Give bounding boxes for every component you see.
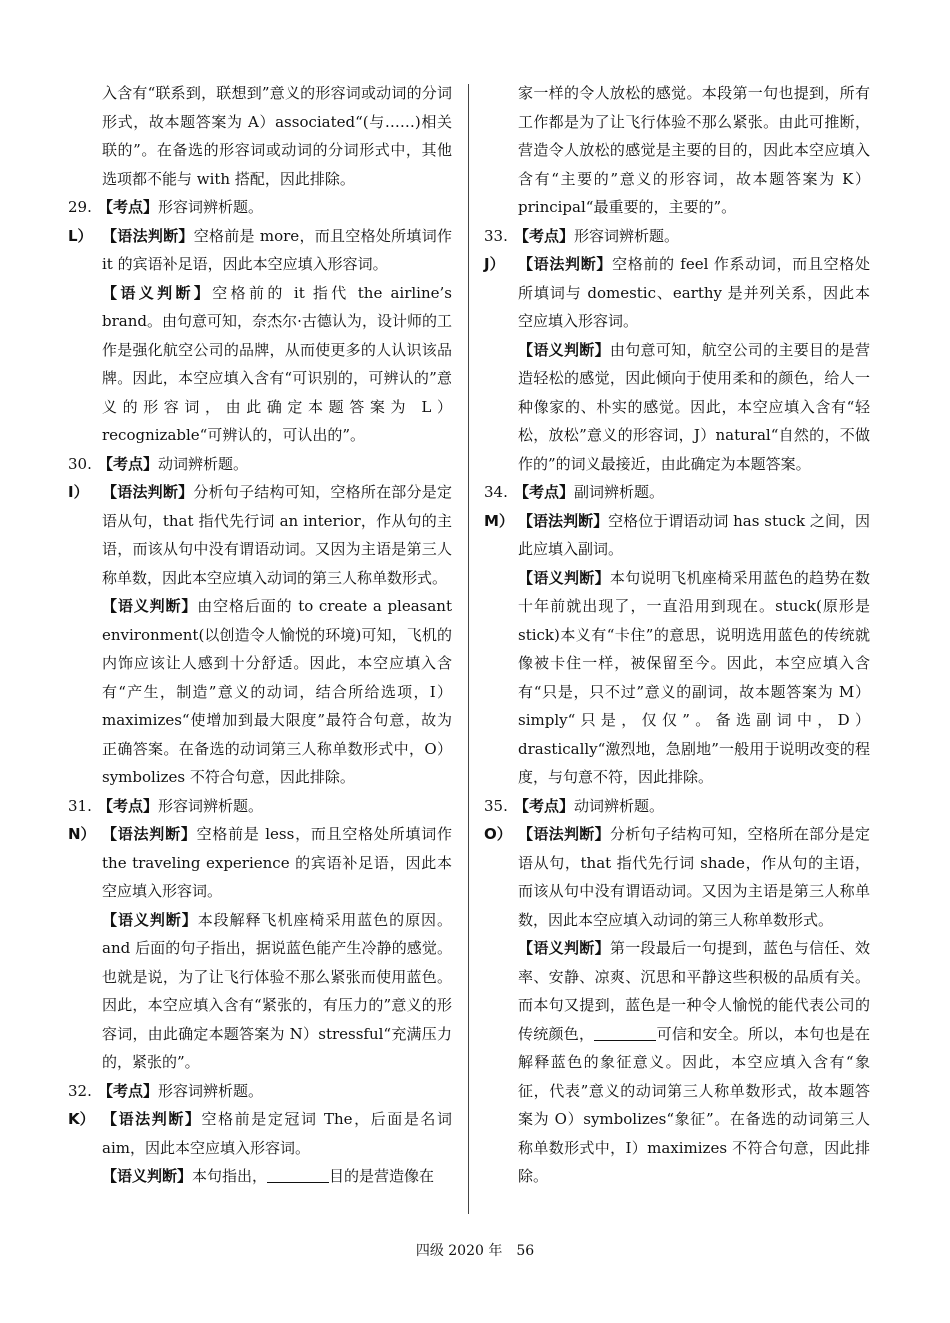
grammar-tag: 【语法判断】 (102, 226, 194, 245)
question-32-heading (68, 1077, 452, 1106)
semantic-text: 空格前的 it 指代 the airline’s brand。由句意可知，奈杰尔·古德认为，设计师的工作是强化航空公司的品牌，从而使更多的人认识该品牌。因此，本空应填入含有“可识别的，可辨认的”意义的形容词，由此确定本题答案为 L）recognizable“可辨认的，可认出的”。 (102, 283, 452, 444)
semantic-tag: 【语义判断】 (102, 283, 213, 302)
answer-34-semantic (484, 564, 870, 792)
answer-35-semantic (484, 934, 870, 1191)
semantic-text: 目的是营造像在 (329, 1167, 435, 1185)
answer-33-grammar (484, 250, 870, 336)
answer-31-grammar (68, 820, 452, 906)
semantic-text: 可信和安全。所以，本句也是在解释蓝色的象征意义。因此，本空应填入含有“象征，代表”意义的动词第三人称单数形式，故本题答案为 O）symbolizes“象征”。在备选的动词第三人称单数形式中，I）maximizes 不符合句意，因此排除。 (518, 1024, 870, 1185)
continuation-text: 家一样的令人放松的感觉。本段第一句也提到，所有工作都是为了让飞行体验不那么紧张。由此可推断，营造令人放松的感觉是主要的目的，因此本空应填入含有“主要的”意义的形容词，故本题答案为 K）principal“最重要的，主要的”。 (518, 84, 870, 216)
fill-blank (594, 1022, 656, 1041)
page-footer: 四级 2020 年 56 (415, 1243, 535, 1259)
column-divider (468, 84, 469, 1214)
question-33-heading (484, 222, 870, 251)
semantic-tag: 【语义判断】 (518, 939, 610, 957)
semantic-tag: 【语义判断】 (518, 340, 610, 359)
question-34-heading (484, 478, 870, 507)
topic-text: 副词辨析题。 (574, 483, 665, 501)
topic-tag: 【考点】 (98, 198, 159, 216)
grammar-tag: 【语法判断】 (102, 825, 197, 843)
question-number: 34. (484, 483, 508, 501)
grammar-text: 空格前的 feel 作系动词，而且空格处所填词与 domestic、earthy 是并列关系，因此本空应填入形容词。 (518, 255, 870, 330)
topic-text: 形容词辨析题。 (158, 796, 264, 815)
answer-30-semantic (68, 592, 452, 792)
grammar-text: 分析句子结构可知，空格所在部分是定语从句，that 指代先行词 an interior，作从句的主语，而该从句中没有谓语动词。又因为主语是第三人称单数，因此本空应填入动词的第三人称单数形式。 (102, 483, 452, 587)
topic-tag: 【考点】 (98, 796, 159, 815)
semantic-tag: 【语义判断】 (102, 1167, 193, 1185)
grammar-tag: 【语法判断】 (102, 483, 194, 501)
topic-text: 动词辨析题。 (574, 796, 665, 815)
question-number: 35. (484, 796, 508, 815)
answer-35-grammar (484, 820, 870, 934)
grammar-text: 空格前是定冠词 The，后面是名词 aim，因此本空应填入形容词。 (102, 1110, 452, 1157)
fill-blank (267, 1164, 329, 1183)
semantic-text: 本句指出， (192, 1167, 268, 1185)
continuation-text: 入含有“联系到，联想到”意义的形容词或动词的分词形式，故本题答案为 A）associated“(与……)相关联的”。在备选的形容词或动词的分词形式中，其他选项都不能与 with 搭配，因此排除。 (102, 84, 452, 188)
answer-letter: M） (484, 511, 514, 530)
semantic-text: 本句说明飞机座椅采用蓝色的趋势在数十年前就出现了，一直沿用到现在。stuck(原形是 stick)本义有“卡住”的意思，说明选用蓝色的传统就像被卡住一样，被保留至今。因此，本空应填入含有“只是，只不过”意义的副词，故本题答案为 M）simply“只是，仅仅”。备选副词中，D）drastically“激烈地，急剧地”一般用于说明改变的程度，与句意不符，因此排除。 (518, 568, 870, 786)
grammar-tag: 【语法判断】 (518, 255, 613, 273)
semantic-tag: 【语义判断】 (102, 597, 198, 615)
grammar-text: 空格位于谓语动词 has stuck 之间，因此应填入副词。 (518, 511, 870, 558)
question-30-heading (68, 450, 452, 479)
answer-letter: I） (68, 483, 89, 501)
answer-letter: L） (68, 226, 93, 245)
semantic-text: 由空格后面的 to create a pleasant environment(以创造令人愉悦的环境)可知，飞机的内饰应该让人感到十分舒适。因此，本空应填入含有“产生，制造”意义的动词，结合所给选项，I）maximizes“使增加到最大限度”最符合句意，故为正确答案。在备选的动词第三人称单数形式中，O）symbolizes 不符合句意，因此排除。 (102, 597, 452, 786)
answer-letter: N） (68, 825, 96, 843)
answer-32-grammar (68, 1105, 452, 1162)
topic-text: 动词辨析题。 (158, 454, 249, 473)
question-29-heading (68, 193, 452, 222)
topic-text: 形容词辨析题。 (158, 1081, 264, 1100)
question-number: 33. (484, 226, 508, 245)
semantic-tag: 【语义判断】 (518, 568, 610, 587)
semantic-tag: 【语义判断】 (102, 910, 198, 929)
grammar-text: 分析句子结构可知，空格所在部分是定语从句，that 指代先行词 shade，作从句的主语，而该从句中没有谓语动词。又因为主语是第三人称单数，因此本空应填入动词的第三人称单数形式。 (518, 825, 870, 929)
semantic-text: 本段解释飞机座椅采用蓝色的原因。and 后面的句子指出，据说蓝色能产生冷静的感觉。也就是说，为了让飞行体验不那么紧张而使用蓝色。因此，本空应填入含有“紧张的，有压力的”意义的形容词，由此确定本题答案为 N）stressful“充满压力的，紧张的”。 (102, 910, 452, 1071)
right-column (484, 79, 870, 1191)
topic-tag: 【考点】 (98, 454, 159, 473)
topic-tag: 【考点】 (514, 226, 575, 245)
answer-32-semantic (68, 1162, 452, 1191)
question-number: 30. (68, 454, 92, 473)
answer-letter: J） (484, 255, 505, 273)
answer-29-semantic (68, 279, 452, 450)
grammar-tag: 【语法判断】 (102, 1110, 202, 1128)
answer-33-semantic (484, 336, 870, 479)
semantic-text: 第一段最后一句提到，蓝色与信任、效率、安静、凉爽、沉思和平静这些积极的品质有关。而本句又提到，蓝色是一种令人愉悦的能代表公司的传统颜色， (518, 939, 870, 1043)
topic-tag: 【考点】 (514, 796, 575, 815)
semantic-text: 由句意可知，航空公司的主要目的是营造轻松的感觉，因此倾向于使用柔和的颜色，给人一种像家的、朴实的感觉。因此，本空应填入含有“轻松，放松”意义的形容词，J）natural“自然的，不做作的”的词义最接近，由此确定为本题答案。 (518, 340, 870, 473)
grammar-text: 空格前是 less，而且空格处所填词作 the traveling experience 的宾语补足语，因此本空应填入形容词。 (102, 825, 452, 900)
topic-text: 形容词辨析题。 (574, 226, 680, 245)
grammar-tag: 【语法判断】 (518, 511, 609, 530)
answer-34-grammar (484, 507, 870, 564)
topic-text: 形容词辨析题。 (158, 198, 264, 216)
question-number: 29. (68, 198, 92, 216)
answer-letter: O） (484, 825, 512, 843)
question-number: 32. (68, 1081, 92, 1100)
grammar-text: 空格前是 more，而且空格处所填词作 it 的宾语补足语，因此本空应填入形容词。 (102, 226, 452, 273)
question-35-heading (484, 792, 870, 821)
question-31-heading (68, 792, 452, 821)
answer-31-semantic (68, 906, 452, 1077)
topic-tag: 【考点】 (514, 483, 575, 501)
grammar-tag: 【语法判断】 (518, 825, 610, 843)
answer-30-grammar (68, 478, 452, 592)
answer-29-grammar (68, 222, 452, 279)
left-column (68, 79, 452, 1191)
question-number: 31. (68, 796, 92, 815)
answer-letter: K） (68, 1110, 95, 1128)
topic-tag: 【考点】 (98, 1081, 159, 1100)
